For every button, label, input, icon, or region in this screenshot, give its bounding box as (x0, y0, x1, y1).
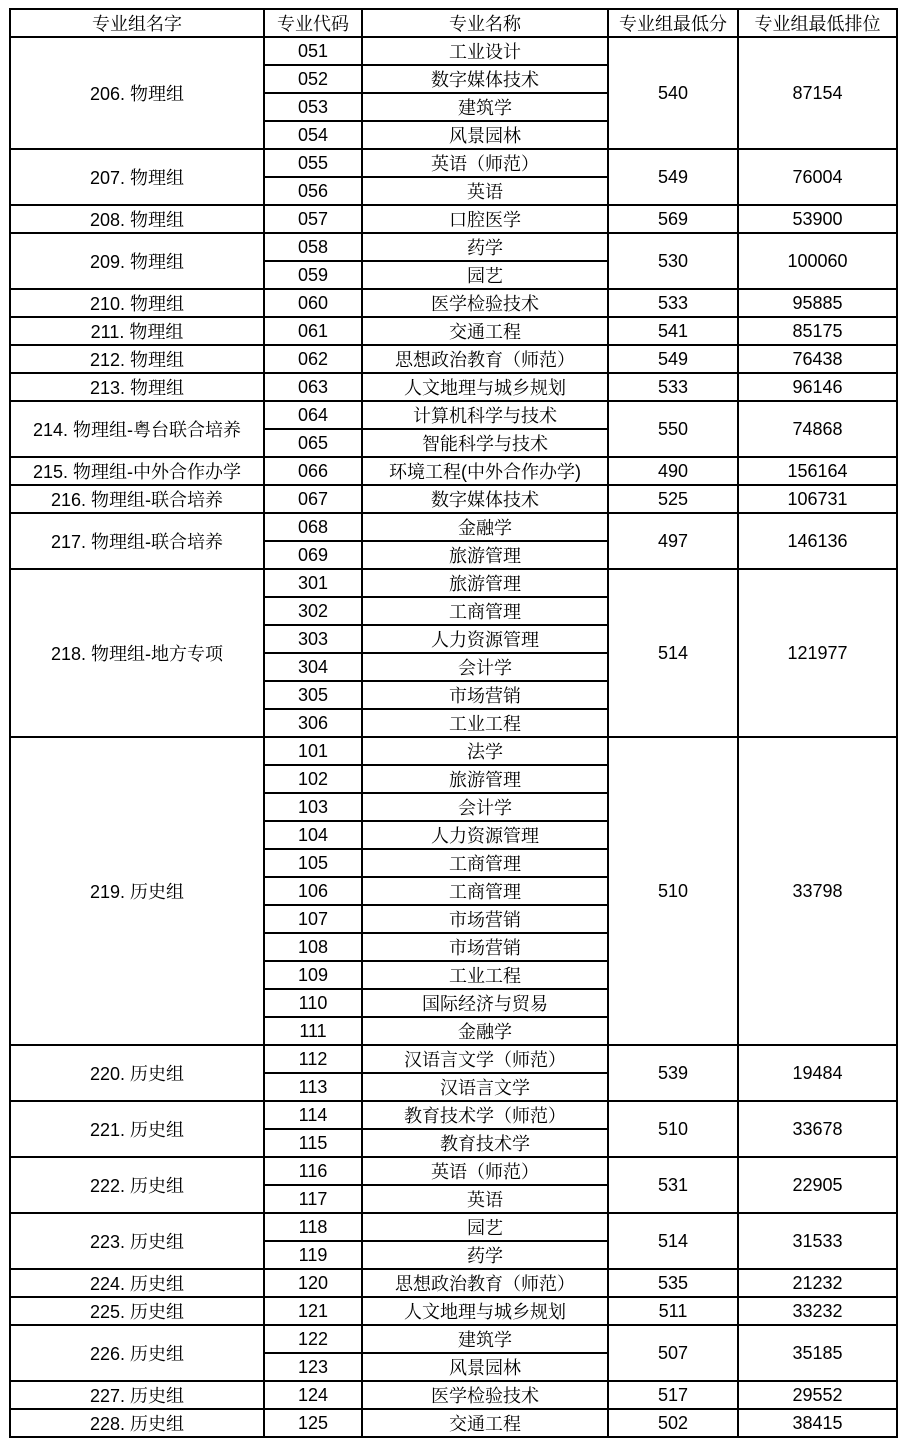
major-code-cell: 301 (264, 569, 362, 597)
min-score-cell: 514 (608, 1213, 738, 1269)
major-name-cell: 园艺 (362, 1213, 608, 1241)
major-code-cell: 306 (264, 709, 362, 737)
header-group-name: 专业组名字 (10, 9, 264, 37)
min-rank-cell: 22905 (738, 1157, 897, 1213)
group-name-cell: 228. 历史组 (10, 1409, 264, 1437)
min-rank-cell: 121977 (738, 569, 897, 737)
min-score-cell: 510 (608, 737, 738, 1045)
major-code-cell: 119 (264, 1241, 362, 1269)
min-rank-cell: 76438 (738, 345, 897, 373)
min-score-cell: 497 (608, 513, 738, 569)
table-row (10, 1297, 897, 1325)
major-code-cell: 062 (264, 345, 362, 373)
major-name-cell: 风景园林 (362, 121, 608, 149)
major-code-cell: 116 (264, 1157, 362, 1185)
major-code-cell: 057 (264, 205, 362, 233)
table-row (10, 37, 897, 65)
major-code-cell: 302 (264, 597, 362, 625)
group-name-cell: 222. 历史组 (10, 1157, 264, 1213)
major-code-cell: 105 (264, 849, 362, 877)
major-name-cell: 药学 (362, 1241, 608, 1269)
major-code-cell: 124 (264, 1381, 362, 1409)
major-name-cell: 市场营销 (362, 933, 608, 961)
major-code-cell: 065 (264, 429, 362, 457)
major-name-cell: 数字媒体技术 (362, 485, 608, 513)
group-name-cell: 207. 物理组 (10, 149, 264, 205)
group-name-cell: 209. 物理组 (10, 233, 264, 289)
table-row (10, 1157, 897, 1185)
min-score-cell: 510 (608, 1101, 738, 1157)
major-code-cell: 120 (264, 1269, 362, 1297)
major-code-cell: 117 (264, 1185, 362, 1213)
min-score-cell: 540 (608, 37, 738, 149)
major-code-cell: 118 (264, 1213, 362, 1241)
major-code-cell: 115 (264, 1129, 362, 1157)
min-rank-cell: 29552 (738, 1381, 897, 1409)
group-name-cell: 212. 物理组 (10, 345, 264, 373)
major-name-cell: 英语 (362, 1185, 608, 1213)
major-name-cell: 计算机科学与技术 (362, 401, 608, 429)
min-score-cell: 549 (608, 149, 738, 205)
major-name-cell: 人文地理与城乡规划 (362, 373, 608, 401)
group-name-cell: 208. 物理组 (10, 205, 264, 233)
major-name-cell: 建筑学 (362, 93, 608, 121)
table-row (10, 373, 897, 401)
major-code-cell: 107 (264, 905, 362, 933)
table-row (10, 1045, 897, 1073)
major-code-cell: 054 (264, 121, 362, 149)
admission-table-body (10, 37, 897, 1437)
group-name-cell: 220. 历史组 (10, 1045, 264, 1101)
major-name-cell: 智能科学与技术 (362, 429, 608, 457)
table-row (10, 1101, 897, 1129)
min-rank-cell: 74868 (738, 401, 897, 457)
major-name-cell: 工商管理 (362, 597, 608, 625)
min-score-cell: 533 (608, 373, 738, 401)
major-name-cell: 教育技术学 (362, 1129, 608, 1157)
group-name-cell: 206. 物理组 (10, 37, 264, 149)
major-name-cell: 汉语言文学（师范） (362, 1045, 608, 1073)
major-code-cell: 069 (264, 541, 362, 569)
major-name-cell: 环境工程(中外合作办学) (362, 457, 608, 485)
table-row (10, 457, 897, 485)
min-score-cell: 539 (608, 1045, 738, 1101)
min-score-cell: 525 (608, 485, 738, 513)
major-code-cell: 056 (264, 177, 362, 205)
major-name-cell: 工业工程 (362, 961, 608, 989)
min-rank-cell: 96146 (738, 373, 897, 401)
table-row (10, 737, 897, 765)
table-row (10, 485, 897, 513)
group-name-cell: 216. 物理组-联合培养 (10, 485, 264, 513)
major-code-cell: 305 (264, 681, 362, 709)
major-code-cell: 101 (264, 737, 362, 765)
min-score-cell: 490 (608, 457, 738, 485)
major-name-cell: 工业工程 (362, 709, 608, 737)
min-rank-cell: 87154 (738, 37, 897, 149)
min-score-cell: 507 (608, 1325, 738, 1381)
min-rank-cell: 76004 (738, 149, 897, 205)
major-name-cell: 市场营销 (362, 681, 608, 709)
major-code-cell: 059 (264, 261, 362, 289)
major-code-cell: 068 (264, 513, 362, 541)
major-name-cell: 医学检验技术 (362, 289, 608, 317)
major-code-cell: 052 (264, 65, 362, 93)
group-name-cell: 224. 历史组 (10, 1269, 264, 1297)
major-code-cell: 108 (264, 933, 362, 961)
table-row (10, 205, 897, 233)
min-score-cell: 530 (608, 233, 738, 289)
min-rank-cell: 146136 (738, 513, 897, 569)
group-name-cell: 225. 历史组 (10, 1297, 264, 1325)
major-code-cell: 060 (264, 289, 362, 317)
major-name-cell: 思想政治教育（师范） (362, 1269, 608, 1297)
admission-table (9, 8, 898, 1438)
min-score-cell: 541 (608, 317, 738, 345)
major-code-cell: 051 (264, 37, 362, 65)
major-code-cell: 303 (264, 625, 362, 653)
major-name-cell: 旅游管理 (362, 765, 608, 793)
group-name-cell: 219. 历史组 (10, 737, 264, 1045)
table-row (10, 289, 897, 317)
min-rank-cell: 31533 (738, 1213, 897, 1269)
min-rank-cell: 21232 (738, 1269, 897, 1297)
group-name-cell: 226. 历史组 (10, 1325, 264, 1381)
major-code-cell: 110 (264, 989, 362, 1017)
group-name-cell: 218. 物理组-地方专项 (10, 569, 264, 737)
min-score-cell: 533 (608, 289, 738, 317)
major-name-cell: 金融学 (362, 513, 608, 541)
major-name-cell: 药学 (362, 233, 608, 261)
major-name-cell: 风景园林 (362, 1353, 608, 1381)
major-name-cell: 工商管理 (362, 849, 608, 877)
major-name-cell: 工商管理 (362, 877, 608, 905)
major-code-cell: 109 (264, 961, 362, 989)
major-code-cell: 066 (264, 457, 362, 485)
major-code-cell: 125 (264, 1409, 362, 1437)
min-score-cell: 535 (608, 1269, 738, 1297)
group-name-cell: 211. 物理组 (10, 317, 264, 345)
major-name-cell: 汉语言文学 (362, 1073, 608, 1101)
table-row (10, 401, 897, 429)
min-rank-cell: 156164 (738, 457, 897, 485)
major-name-cell: 思想政治教育（师范） (362, 345, 608, 373)
min-score-cell: 517 (608, 1381, 738, 1409)
major-name-cell: 金融学 (362, 1017, 608, 1045)
min-score-cell: 502 (608, 1409, 738, 1437)
group-name-cell: 223. 历史组 (10, 1213, 264, 1269)
major-code-cell: 053 (264, 93, 362, 121)
min-rank-cell: 35185 (738, 1325, 897, 1381)
min-score-cell: 549 (608, 345, 738, 373)
table-row (10, 1381, 897, 1409)
major-code-cell: 122 (264, 1325, 362, 1353)
major-name-cell: 英语（师范） (362, 149, 608, 177)
header-major-code: 专业代码 (264, 9, 362, 37)
major-code-cell: 067 (264, 485, 362, 513)
major-name-cell: 工业设计 (362, 37, 608, 65)
major-code-cell: 113 (264, 1073, 362, 1101)
major-code-cell: 114 (264, 1101, 362, 1129)
admission-table-header (10, 9, 897, 37)
major-code-cell: 063 (264, 373, 362, 401)
group-name-cell: 214. 物理组-粤台联合培养 (10, 401, 264, 457)
table-row (10, 513, 897, 541)
min-rank-cell: 33678 (738, 1101, 897, 1157)
major-name-cell: 人力资源管理 (362, 821, 608, 849)
major-name-cell: 园艺 (362, 261, 608, 289)
table-row (10, 569, 897, 597)
header-row (10, 9, 897, 37)
header-min-rank: 专业组最低排位 (738, 9, 897, 37)
group-name-cell: 215. 物理组-中外合作办学 (10, 457, 264, 485)
group-name-cell: 227. 历史组 (10, 1381, 264, 1409)
min-score-cell: 514 (608, 569, 738, 737)
major-code-cell: 112 (264, 1045, 362, 1073)
major-code-cell: 106 (264, 877, 362, 905)
major-name-cell: 人文地理与城乡规划 (362, 1297, 608, 1325)
group-name-cell: 210. 物理组 (10, 289, 264, 317)
major-name-cell: 人力资源管理 (362, 625, 608, 653)
major-name-cell: 旅游管理 (362, 569, 608, 597)
major-name-cell: 医学检验技术 (362, 1381, 608, 1409)
table-row (10, 317, 897, 345)
major-name-cell: 英语 (362, 177, 608, 205)
major-name-cell: 数字媒体技术 (362, 65, 608, 93)
table-row (10, 1409, 897, 1437)
min-score-cell: 550 (608, 401, 738, 457)
min-rank-cell: 19484 (738, 1045, 897, 1101)
table-row (10, 1269, 897, 1297)
major-code-cell: 055 (264, 149, 362, 177)
major-name-cell: 英语（师范） (362, 1157, 608, 1185)
major-code-cell: 103 (264, 793, 362, 821)
major-code-cell: 111 (264, 1017, 362, 1045)
min-rank-cell: 100060 (738, 233, 897, 289)
group-name-cell: 221. 历史组 (10, 1101, 264, 1157)
table-row (10, 233, 897, 261)
major-code-cell: 061 (264, 317, 362, 345)
min-rank-cell: 85175 (738, 317, 897, 345)
min-rank-cell: 53900 (738, 205, 897, 233)
major-code-cell: 121 (264, 1297, 362, 1325)
major-code-cell: 058 (264, 233, 362, 261)
major-name-cell: 市场营销 (362, 905, 608, 933)
table-row (10, 345, 897, 373)
major-code-cell: 102 (264, 765, 362, 793)
min-rank-cell: 33798 (738, 737, 897, 1045)
header-major-name: 专业名称 (362, 9, 608, 37)
major-code-cell: 304 (264, 653, 362, 681)
major-name-cell: 教育技术学（师范） (362, 1101, 608, 1129)
major-name-cell: 法学 (362, 737, 608, 765)
min-score-cell: 511 (608, 1297, 738, 1325)
major-name-cell: 交通工程 (362, 317, 608, 345)
major-name-cell: 会计学 (362, 793, 608, 821)
min-rank-cell: 95885 (738, 289, 897, 317)
major-name-cell: 口腔医学 (362, 205, 608, 233)
table-row (10, 1213, 897, 1241)
major-name-cell: 建筑学 (362, 1325, 608, 1353)
major-code-cell: 123 (264, 1353, 362, 1381)
min-score-cell: 569 (608, 205, 738, 233)
major-name-cell: 会计学 (362, 653, 608, 681)
group-name-cell: 217. 物理组-联合培养 (10, 513, 264, 569)
min-score-cell: 531 (608, 1157, 738, 1213)
major-name-cell: 国际经济与贸易 (362, 989, 608, 1017)
min-rank-cell: 106731 (738, 485, 897, 513)
major-code-cell: 104 (264, 821, 362, 849)
min-rank-cell: 38415 (738, 1409, 897, 1437)
table-row (10, 149, 897, 177)
major-code-cell: 064 (264, 401, 362, 429)
major-name-cell: 旅游管理 (362, 541, 608, 569)
major-name-cell: 交通工程 (362, 1409, 608, 1437)
group-name-cell: 213. 物理组 (10, 373, 264, 401)
header-min-score: 专业组最低分 (608, 9, 738, 37)
table-row (10, 1325, 897, 1353)
min-rank-cell: 33232 (738, 1297, 897, 1325)
